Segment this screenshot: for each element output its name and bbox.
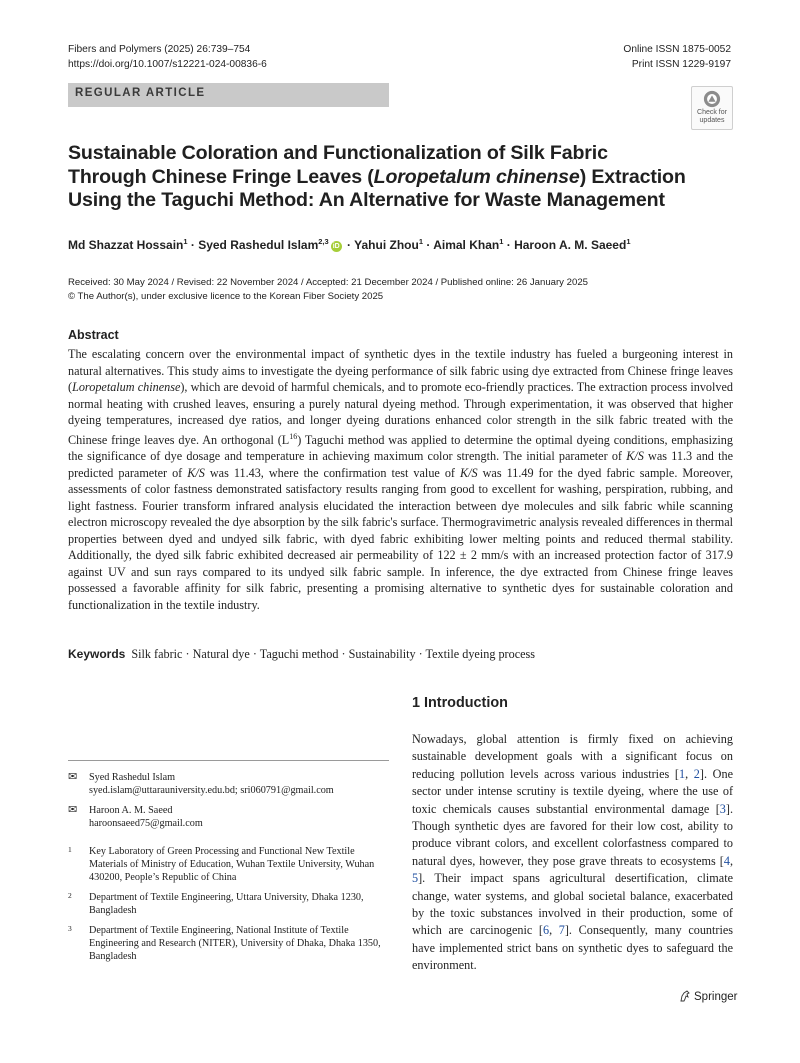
journal-citation: Fibers and Polymers (2025) 26:739–754	[68, 44, 251, 55]
publisher-logo: Springer	[679, 990, 737, 1003]
keywords	[68, 647, 535, 662]
paper-title: Sustainable Coloration and Functionalization of Silk Fabric Through Chinese Fringe Leaves (Loropetalum chinense) Extraction Using the Taguchi Method: An Alternative for Waste Management	[68, 142, 686, 211]
check-for-updates-icon	[703, 90, 721, 108]
envelope-icon: ✉	[68, 804, 78, 816]
corresponding-author-2: ✉ Haroon A. M. Saeed haroonsaeed75@gmail.com	[68, 804, 389, 832]
abstract-text: The escalating concern over the environmental impact of synthetic dyes in the textile industry has fueled a burgeoning interest in natural alternatives. This study aims to investigate the dyeing performance of silk fabric using dye extracted from Chinese fringe leaves (Loropetalum chinense), which are devoid of harmful chemicals, and to promote eco-friendly practices. The extraction process involved normal heating with crushed leaves, ensuring a purely natural dyeing method. Through experimentation, it was observed that higher dyeing temperatures, increased dye ratios, and longer dyeing durations enhanced color strength in the silk fabric treated with the Chinese fringe leaves dye. An orthogonal $(L^{16})$ Taguchi method was applied to determine the optimal dyeing conditions, emphasizing the significance of dye dosage and temperature in achieving maximum color strength. The initial parameter of K/S was 11.3 and the predicted parameter of K/S was 11.43, where the confirmation test value of K/S was 11.49 for the dyed fabric sample. Moreover, assessments of color fastness demonstrated satisfactory results ranging from good to excellent for washing, perspiration, rubbing, and light fastness. Fourier transform infrared analysis elucidated the interaction between dye molecules and silk fabric while scanning electron microscopy revealed the dye absorption by the silk fabric's surface. Thermogravimetric analysis revealed differences in thermal properties between dyed and undyed silk fabric, with dyed fabric exhibiting lower melting points and reduced thermal stability. Additionally, the dyed silk fabric exhibited decreased air permeability of 122 ± 2 mm/s with an increased protection factor of 317.9 against UV and sun rays compared to its undyed silk fabric sample. In inference, the dye extracted from Chinese fringe leaves possessed a favorable affinity for silk fabric, presenting a promising alternative to synthetic dyes for sustainable coloration and functionalization in the textile industry.	[68, 347, 733, 612]
issn-online: Online ISSN 1875-0052	[623, 44, 731, 55]
envelope-icon: ✉	[68, 771, 78, 783]
article-type-banner	[68, 83, 389, 107]
copyright-notice: © The Author(s), under exclusive licence to the Korean Fiber Society 2025	[68, 291, 384, 302]
citation-link[interactable]: 1	[678, 766, 686, 781]
abstract-heading: Abstract	[68, 328, 119, 342]
citation-link[interactable]: 5	[412, 871, 419, 886]
keywords-heading: Keywords	[68, 647, 126, 661]
section-heading-introduction: 1 Introduction	[412, 695, 508, 711]
author-list: Md Shazzat Hossain$^1$ · Syed Rashedul Islam$^{2,3}$iD · Yahui Zhou$^1$ · Aimal Khan$^1$ · Haroon A. M. Saeed$^1$	[68, 237, 631, 252]
citation-link[interactable]: 2	[693, 766, 700, 781]
doi-link[interactable]: https://doi.org/10.1007/s12221-024-00836-6	[68, 59, 267, 70]
footnote-divider	[68, 760, 389, 761]
publication-dates: Received: 30 May 2024 / Revised: 22 November 2024 / Accepted: 21 December 2024 / Published online: 26 January 2025	[68, 277, 588, 288]
species-name: Loropetalum chinense	[373, 165, 580, 188]
affiliation-1: 1 Key Laboratory of Green Processing and Functional New Textile Materials of Ministry of Education, Wuhan Textile University, Wuhan 430200, People’s Republic of China	[68, 845, 375, 884]
introduction-text: Nowadays, global attention is firmly fixed on achieving sustainable development goals with a significant focus on reducing pollution levels across various industries [1, 2]. One sector under intense scrutiny is textile dyeing, where the use of toxic chemicals causes substantial environmental damage [3]. Though synthetic dyes are favored for their low cost, ability to produce vibrant colors, and excellent colorfastness compared to natural dyes, however, they pose grave threats to ecosystems [4, 5]. Their impact spans agricultural desertification, climate change, water systems, and global societal balance, exacerbated by the toxic substances involved in their production, some of which are carcinogenic [6, 7]. Consequently, many countries have implemented strict bans on synthetic dyes to safeguard the environment.	[412, 732, 733, 973]
check-for-updates-badge[interactable]	[691, 86, 733, 130]
check-for-updates-text: Check for updates	[697, 109, 727, 124]
author-name[interactable]: Haroon A. M. Saeed	[514, 238, 627, 252]
email-link[interactable]: syed.islam@uttarauniversity.edu.bd; sri060791@gmail.com	[89, 785, 334, 797]
issn-print: Print ISSN 1229-9197	[631, 59, 731, 70]
keywords-list: Silk fabric · Natural dye · Taguchi method · Sustainability · Textile dyeing process	[131, 647, 536, 661]
affiliation-3: 3 Department of Textile Engineering, National Institute of Textile Engineering and Research (NITER), University of Dhaka, Dhaka 1350, Bangladesh	[68, 924, 381, 963]
article-type-label: REGULAR ARTICLE	[75, 87, 206, 99]
author-name[interactable]: Yahui Zhou	[354, 238, 419, 252]
author-name[interactable]: Aimal Khan	[433, 238, 500, 252]
citation-link[interactable]: 3	[719, 801, 726, 816]
corresponding-author-1: ✉ Syed Rashedul Islam syed.islam@uttarauniversity.edu.bd; sri060791@gmail.com	[68, 771, 389, 799]
affiliation-2: 2 Department of Textile Engineering, Uttara University, Dhaka 1230, Bangladesh	[68, 891, 364, 917]
citation-link[interactable]: 6	[542, 923, 550, 938]
email-link[interactable]: haroonsaeed75@gmail.com	[89, 818, 203, 830]
orcid-icon[interactable]: iD	[332, 243, 340, 250]
citation-link[interactable]: 4	[723, 853, 730, 868]
author-name[interactable]: Md Shazzat Hossain	[68, 238, 184, 252]
springer-horse-icon	[679, 990, 691, 1002]
author-name[interactable]: Syed Rashedul Islam	[198, 238, 319, 252]
citation-link[interactable]: 7	[558, 923, 565, 938]
